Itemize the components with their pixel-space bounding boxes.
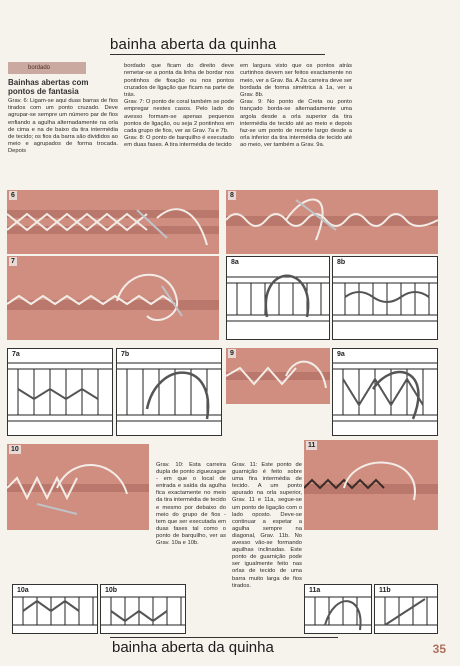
text-column-3 — [240, 56, 352, 157]
figure-11-photo — [304, 440, 438, 530]
figure-7a-diagram — [7, 348, 113, 436]
figure-11b-diagram — [374, 584, 438, 634]
figure-7a-grid — [8, 349, 113, 436]
page-header-title: bainha aberta da quinha — [110, 36, 277, 53]
figure-8-photo — [226, 190, 438, 254]
figure-8-illustration — [226, 190, 438, 254]
column-3-text: em largura visto que os pontos atrás curtinhos devem ser feitos exactamente no meio, ver a Grav. 8a. A 2a carreira deve ser bordada de forma simétrica à 1a, ver a Grav. 8b. Grav. 9: No ponto de Creta ou ponto trançado borda-se alternadamente uma argola desde a orla superior da tira intermédia de tecido até ao meio e depois faz-se um ponto de recorte largo desde a orla inferior da tira intermédia de tecido até ao meio, ver também a Grav. 9a. — [240, 63, 352, 149]
figure-9-photo — [226, 348, 330, 404]
figure-6-photo — [7, 190, 219, 254]
figure-8a-label: 8a — [231, 259, 239, 266]
caption-figure-11: Grav. 11: Este ponto de guarnição é feito sobre uma fira intermédia de tecido. A um ponto apurado na orla superior, Grav. 11 e 11a, segue-se um ponto de ligação com o lado oposto. Deve-se continuar a espetar a agulha sempre na diagonal, Grav. 11b. No avesso vão-se formando aquilhas inclinadas. Este ponto de guarnição pode ser igualmente feito nas orlas de tecido de uma barra muito larga de fios tirados. — [232, 462, 302, 589]
figure-11-label: 11 — [308, 442, 316, 449]
figure-10-label: 10 — [11, 446, 19, 453]
figure-7b-grid — [117, 349, 222, 436]
figure-9a-label: 9a — [337, 351, 345, 358]
section-tag: bordado — [8, 62, 86, 74]
figure-8b-label: 8b — [337, 259, 346, 266]
figure-8b-diagram — [332, 256, 438, 340]
header-rule — [110, 54, 325, 55]
figure-7b-diagram — [116, 348, 222, 436]
figure-10-photo — [7, 444, 149, 530]
column-1-text: Grav. 6: Ligam-se aqui duas barras de fios tirados com um ponto cruzado. Deve agrupar-se sempre um número par de fios enfiando a agulha alternadamente na orla de cima e na de baixo da tira intermédia de tecido; os fios da barra são divididos ao meio e agrupados de forma trocada. Depois — [8, 98, 118, 155]
figure-9a-diagram — [332, 348, 438, 436]
figure-7-label: 7 — [11, 258, 15, 265]
figure-9a-grid — [333, 349, 438, 436]
figure-9-illustration — [226, 348, 330, 404]
text-column-2 — [124, 56, 234, 157]
figure-10-illustration — [7, 444, 149, 530]
figure-11a-diagram — [304, 584, 372, 634]
figure-7-photo — [7, 256, 219, 340]
figure-7a-label: 7a — [12, 351, 20, 358]
figure-10a-diagram — [12, 584, 98, 634]
figure-10b-diagram — [100, 584, 186, 634]
page-number: 35 — [432, 642, 446, 656]
figure-8b-grid — [333, 257, 438, 340]
figure-7-illustration — [7, 256, 219, 340]
figure-8a-diagram — [226, 256, 330, 340]
figure-11a-label: 11a — [309, 587, 321, 594]
figure-8-label: 8 — [230, 192, 234, 199]
figure-11-illustration — [304, 440, 438, 530]
figure-10a-label: 10a — [17, 587, 29, 594]
section-title: Bainhas abertas com pontos de fantasia — [8, 78, 89, 96]
figure-9-label: 9 — [230, 350, 234, 357]
figure-6-label: 6 — [11, 192, 15, 199]
figure-8a-grid — [227, 257, 330, 340]
figure-10b-label: 10b — [105, 587, 118, 594]
figure-11b-label: 11b — [379, 587, 391, 594]
caption-figure-10: Grav. 10: Esta carreira dupla de ponto ziguezague - em que o local de entrada e saída da agulha fica exactamente no meio da tira intermédia de tecido e mesmo por debaixo do meio do grupo de fios - tem que ser executada em duas fases tal como o ponto de barquilho, ver as Grav. 10a e 10b. — [156, 462, 226, 547]
page-footer-title: bainha aberta da quinha — [112, 639, 274, 656]
column-2-text: bordado que ficam do direito deve remetar-se a ponta da linha de bordar nos pontinhos de fixação ou nos pontos cruzados de ligação que ficam na parte de trás. Grav. 7: O ponto de coral também se pode empregar nestes casos. Pelo lado do avesso formam-se apenas pequenos pontos de ligação, ou seja 2 pontinhos em cada grupo de fios, ver as Grav. 7a e 7b. Grav. 8: O ponto de barquilho é executado em duas fases. A tira intermédia de tecido — [124, 63, 234, 149]
footer-rule — [110, 637, 338, 638]
figure-6-illustration — [7, 190, 219, 254]
figure-7b-label: 7b — [121, 351, 130, 358]
text-column-1 — [8, 98, 118, 156]
